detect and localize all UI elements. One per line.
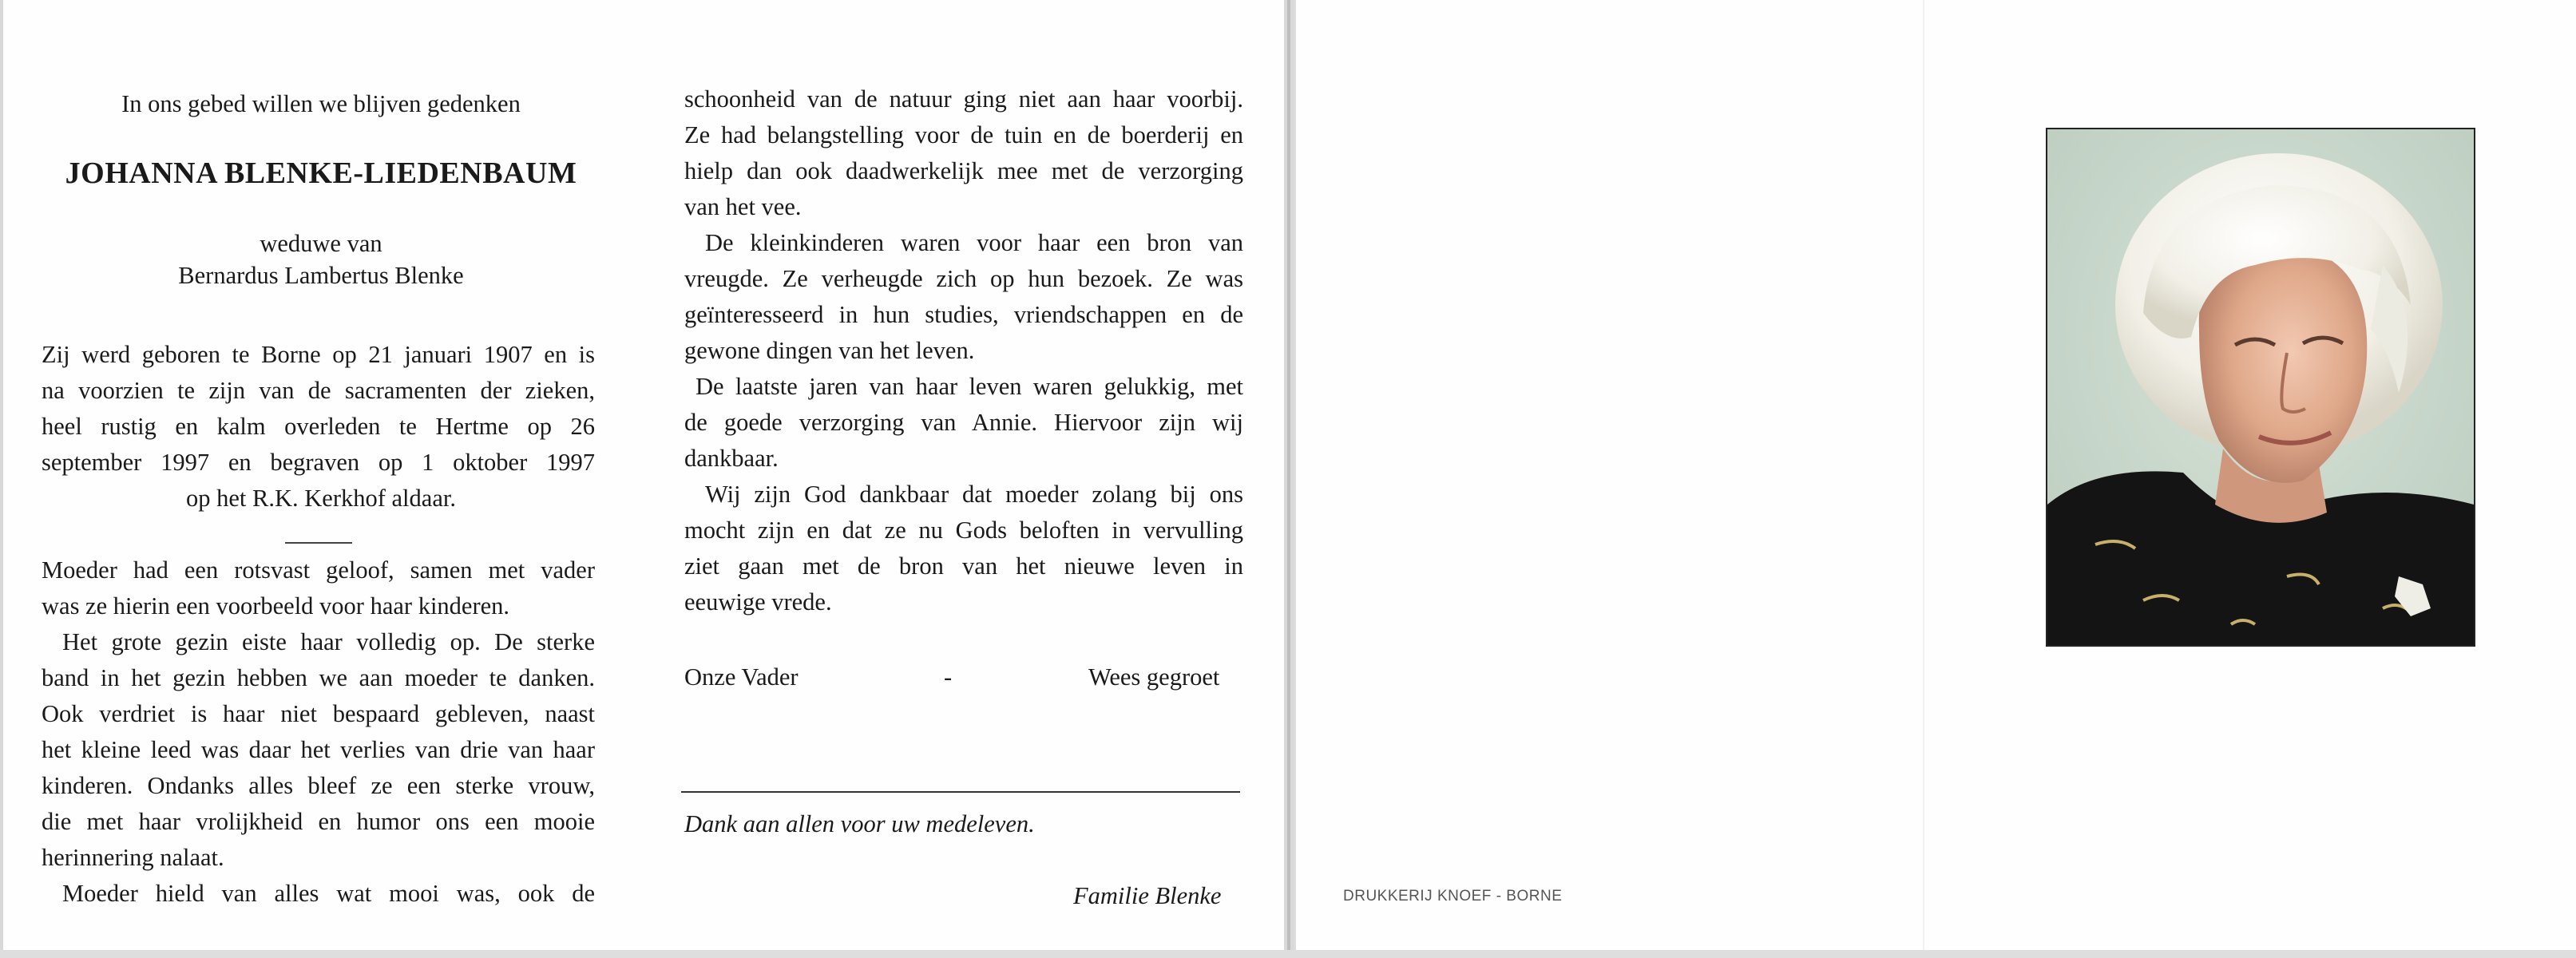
printer-credit: DRUKKERIJ KNOEF - BORNE — [1343, 888, 1563, 905]
widow-label: weduwe van — [260, 230, 382, 257]
back-crease — [1923, 0, 1924, 950]
scan-bottom-edge — [0, 950, 2576, 958]
prayer-wees-gegroet: Wees gegroet — [1088, 663, 1220, 691]
text-line: De kleinkinderen waren voor haar een bron van — [705, 229, 1243, 256]
text-line: Wij zijn God dankbaar dat moeder zolang bij ons — [705, 481, 1243, 508]
thanks-line: Dank aan allen voor uw medeleven. — [684, 810, 1035, 837]
prayer-separator: - — [944, 663, 953, 691]
text-line: het kleine leed was daar het verlies van drie van haar — [42, 736, 595, 763]
burial-line: op het R.K. Kerkhof aldaar. — [186, 485, 456, 512]
card-inside-spread — [0, 0, 1284, 950]
text-line: Moeder hield van alles wat mooi was, ook de — [62, 880, 595, 907]
text-line: gewone dingen van het leven. — [684, 337, 975, 364]
short-divider — [285, 542, 352, 544]
text-line: ziet gaan met de bron van het nieuwe leven in — [684, 552, 1243, 580]
text-line: herinnering nalaat. — [42, 844, 224, 871]
text-line: band in het gezin hebben we aan moeder te danken. — [42, 664, 595, 691]
text-line: Ook verdriet is haar niet bespaard gebleven, naast — [42, 700, 595, 727]
portrait-illustration — [2047, 129, 2474, 645]
text-line: die met haar vrolijkheid en humor ons een mooie — [42, 808, 595, 835]
text-line: hielp dan ook daadwerkelijk mee met de verzorging — [684, 157, 1243, 184]
text-line: van het vee. — [684, 193, 802, 220]
spouse-name: Bernardus Lambertus Blenke — [178, 262, 464, 289]
text-line: schoonheid van de natuur ging niet aan haar voorbij. — [684, 85, 1243, 113]
text-line: De laatste jaren van haar leven waren gelukkig, met — [696, 373, 1243, 400]
card-fold-shadow — [1287, 0, 1290, 958]
text-line: eeuwige vrede. — [684, 588, 832, 616]
text-line: na voorzien te zijn van de sacramenten der zieken, — [42, 377, 595, 404]
text-line: mocht zijn en dat ze nu Gods beloften in vervulling — [684, 517, 1243, 544]
text-line: kinderen. Ondanks alles bleef ze een sterke vrouw, — [42, 772, 595, 799]
intro-line: In ons gebed willen we blijven gedenken — [121, 90, 521, 117]
long-divider — [681, 791, 1240, 793]
text-line: Moeder had een rotsvast geloof, samen met vader — [42, 556, 595, 584]
text-line: Ze had belangstelling voor de tuin en de boerderij en — [684, 121, 1243, 148]
text-line: heel rustig en kalm overleden te Hertme op 26 — [42, 413, 595, 440]
text-line: Het grote gezin eiste haar volledig op. De sterke — [62, 628, 595, 655]
text-line: vreugde. Ze verheugde zich op hun bezoek. Ze was — [684, 265, 1243, 292]
text-line: geïnteresseerd in hun studies, vriendschappen en de — [684, 301, 1243, 328]
text-line: september 1997 en begraven op 1 oktober 1997 — [42, 449, 595, 476]
prayer-onze-vader: Onze Vader — [684, 663, 799, 691]
deceased-name: JOHANNA BLENKE-LIEDENBAUM — [65, 156, 577, 190]
portrait-photo — [2046, 128, 2475, 647]
text-line: de goede verzorging van Annie. Hiervoor zijn wij — [684, 409, 1243, 436]
text-line: dankbaar. — [684, 445, 779, 472]
family-signature: Familie Blenke — [1073, 882, 1222, 909]
text-line: was ze hierin een voorbeeld voor haar kinderen. — [42, 592, 510, 620]
text-line: Zij werd geboren te Borne op 21 januari 1907 en is — [42, 341, 595, 368]
